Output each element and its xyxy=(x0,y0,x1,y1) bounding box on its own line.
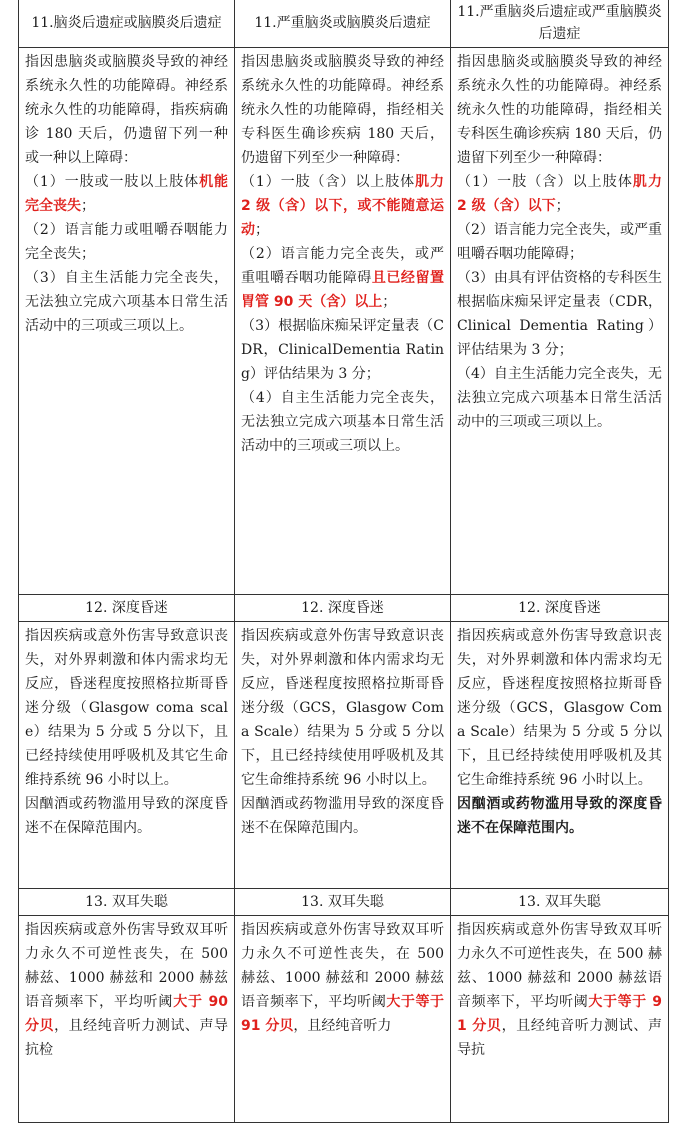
header-11-col3: 11.严重脑炎后遗症或严重脑膜炎后遗症 xyxy=(451,0,669,48)
highlight-text: 且已经留置胃管 90 天（含）以上 xyxy=(241,270,445,310)
header-12-col1: 12. 深度昏迷 xyxy=(19,595,235,622)
highlight-text: 大于等于 91 分贝 xyxy=(457,994,662,1034)
header-13-col3: 13. 双耳失聪 xyxy=(451,889,669,916)
cell-13-col1 xyxy=(19,916,235,1123)
item-4: （4）自主生活能力完全丧失，无法独立完成六项基本日常生活活动中的三项或三项以上。 xyxy=(241,390,444,454)
cell-12-col1 xyxy=(19,622,235,889)
exclusion-text: 因酗酒或药物滥用导致的深度昏迷不在保障范围内。 xyxy=(241,796,444,836)
header-12-col2: 12. 深度昏迷 xyxy=(235,595,451,622)
exclusion-text: 因酗酒或药物滥用导致的深度昏迷不在保障范围内。 xyxy=(457,796,662,836)
header-13-col2: 13. 双耳失聪 xyxy=(235,889,451,916)
cell-11-col3 xyxy=(451,48,669,595)
intro-text: 指因患脑炎或脑膜炎导致的神经系统永久性的功能障碍。神经系统永久性的功能障碍，指疾病确诊 180 天后，仍遗留下列一种或一种以上障碍： xyxy=(25,54,228,166)
intro-text: 指因患脑炎或脑膜炎导致的神经系统永久性的功能障碍。神经系统永久性的功能障碍，指经相关专科医生确诊疾病 180 天后，仍遗留下列至少一种障碍： xyxy=(241,54,444,166)
cell-13-col3 xyxy=(451,916,669,1123)
cell-12-col3 xyxy=(451,622,669,889)
highlight-text: 机能完全丧失 xyxy=(25,174,228,214)
disease-comparison-table xyxy=(18,0,669,1123)
item-2: （2）语言能力或咀嚼吞咽能力完全丧失； xyxy=(25,222,228,262)
intro-text: 指因患脑炎或脑膜炎导致的神经系统永久性的功能障碍。神经系统永久性的功能障碍，指经相关专科医生确诊疾病 180 天后，仍遗留下列至少一种障碍： xyxy=(457,54,662,166)
item-2: （2）语言能力完全丧失，或严重咀嚼吞咽功能障碍； xyxy=(457,222,662,262)
header-11-col2: 11.严重脑炎或脑膜炎后遗症 xyxy=(235,0,451,48)
table-row-body-13 xyxy=(19,916,669,1123)
definition-text: 指因疾病或意外伤害导致双耳听力永久不可逆性丧失，在 500 赫兹、1000 赫兹和 2000 赫兹语音频率下，平均听阈大于等于 91 分贝，且经纯音听力 xyxy=(241,922,445,1034)
header-12-col3: 12. 深度昏迷 xyxy=(451,595,669,622)
header-13-col1: 13. 双耳失聪 xyxy=(19,889,235,916)
table-row-header-11 xyxy=(19,0,669,48)
definition-text: 指因疾病或意外伤害导致意识丧失，对外界刺激和体内需求均无反应，昏迷程度按照格拉斯哥昏迷分级（GCS，Glasgow Coma Scale）结果为 5 分或 5 分以下，且已经持续使用呼吸机及其它生命维持系统 96 小时以上。 xyxy=(241,628,444,788)
item-1: （1）一肢（含）以上肢体肌力 2 级（含）以下，或不能随意运动； xyxy=(241,174,444,238)
definition-text: 指因疾病或意外伤害导致双耳听力永久不可逆性丧失，在 500 赫兹、1000 赫兹和 2000 赫兹语音频率下，平均听阈大于 90 分贝，且经纯音听力测试、声导抗检 xyxy=(25,922,229,1058)
highlight-text: 肌力 2 级（含）以下，或不能随意运动 xyxy=(241,174,444,238)
item-2: （2）语言能力完全丧失，或严重咀嚼吞咽功能障碍且已经留置胃管 90 天（含）以上； xyxy=(241,246,445,310)
header-11-col1: 11.脑炎后遗症或脑膜炎后遗症 xyxy=(19,0,235,48)
item-3: （3）自主生活能力完全丧失，无法独立完成六项基本日常生活活动中的三项或三项以上。 xyxy=(25,270,228,334)
highlight-text: 肌力 2 级（含）以下 xyxy=(457,174,662,214)
table-row-body-12 xyxy=(19,622,669,889)
item-4: （4）自主生活能力完全丧失，无法独立完成六项基本日常生活活动中的三项或三项以上。 xyxy=(457,366,662,430)
exclusion-text: 因酗酒或药物滥用导致的深度昏迷不在保障范围内。 xyxy=(25,796,228,836)
item-3: （3）由具有评估资格的专科医生根据临床痴呆评定量表（CDR，Clinical Dementia Rating）评估结果为 3 分； xyxy=(457,270,662,358)
highlight-text: 大于 90 分贝 xyxy=(25,994,228,1034)
table-row-body-11 xyxy=(19,48,669,595)
highlight-text: 大于等于 91 分贝 xyxy=(241,994,445,1034)
cell-13-col2 xyxy=(235,916,451,1123)
item-1: （1）一肢（含）以上肢体肌力 2 级（含）以下； xyxy=(457,174,662,214)
item-3: （3）根据临床痴呆评定量表（CDR，ClinicalDementia Rating）评估结果为 3 分； xyxy=(241,318,444,382)
definition-text: 指因疾病或意外伤害导致双耳听力永久不可逆性丧失，在 500 赫兹、1000 赫兹和 2000 赫兹语音频率下，平均听阈大于等于 91 分贝，且经纯音听力测试、声导抗 xyxy=(457,922,663,1058)
table-row-header-13 xyxy=(19,889,669,916)
cell-11-col2 xyxy=(235,48,451,595)
cell-11-col1 xyxy=(19,48,235,595)
definition-text: 指因疾病或意外伤害导致意识丧失，对外界刺激和体内需求均无反应，昏迷程度按照格拉斯哥昏迷分级（GCS，Glasgow Coma Scale）结果为 5 分或 5 分以下，且已经持续使用呼吸机及其它生命维持系统 96 小时以上。 xyxy=(457,628,662,788)
table-row-header-12 xyxy=(19,595,669,622)
item-1: （1）一肢或一肢以上肢体机能完全丧失； xyxy=(25,174,228,214)
definition-text: 指因疾病或意外伤害导致意识丧失，对外界刺激和体内需求均无反应，昏迷程度按照格拉斯哥昏迷分级（Glasgow coma scale）结果为 5 分或 5 分以下，且已经持续使用呼吸机及其它生命维持系统 96 小时以上。 xyxy=(25,628,228,788)
cell-12-col2 xyxy=(235,622,451,889)
